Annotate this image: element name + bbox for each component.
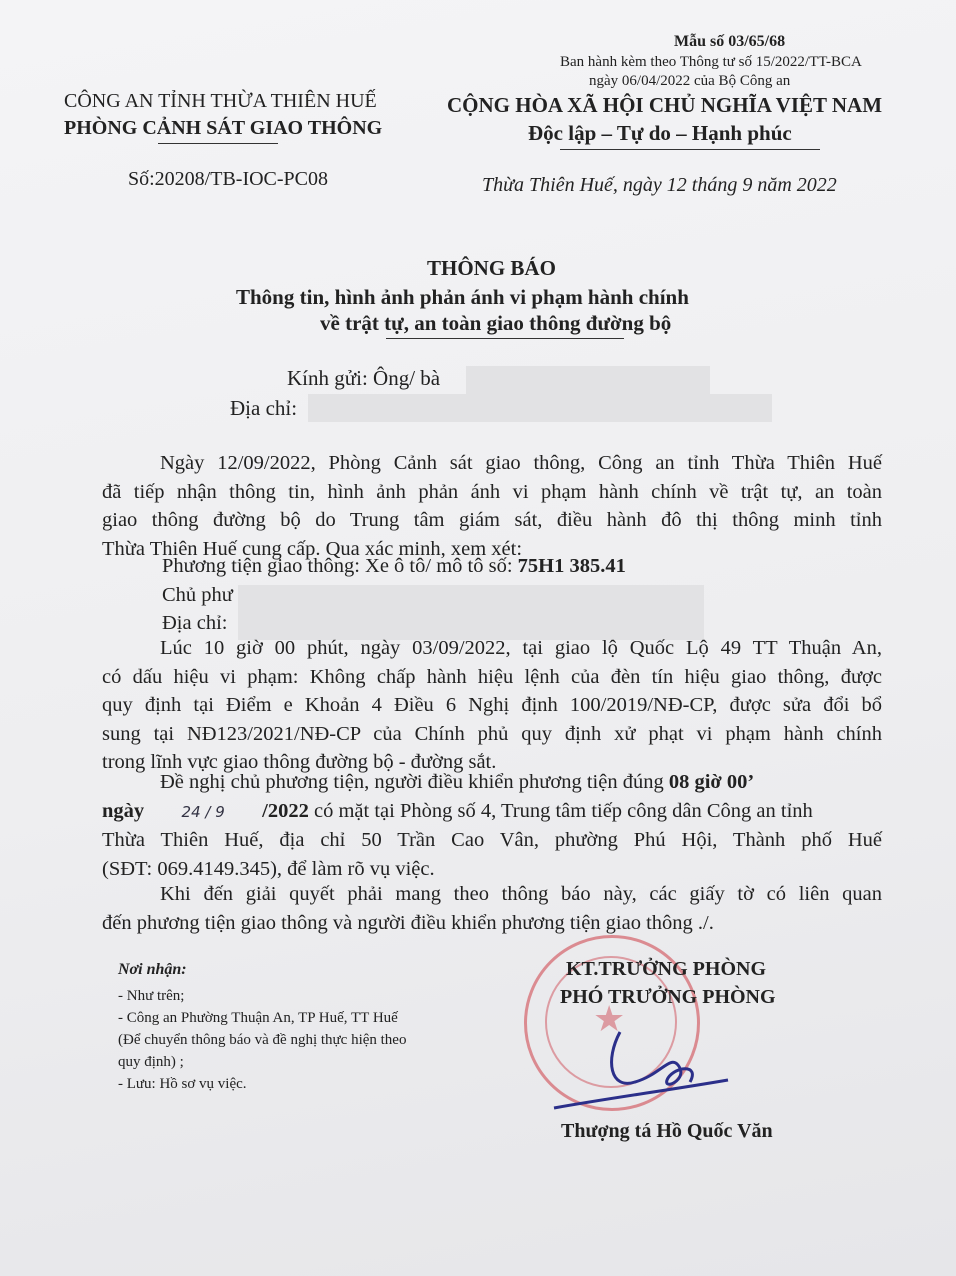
- nation-motto: Độc lập – Tự do – Hạnh phúc: [528, 121, 792, 145]
- p4-line: Khi đến giải quyết phải mang theo thông báo này, các giấy tờ có liên quan: [160, 883, 882, 905]
- p3-line-3: Thừa Thiên Huế, địa chỉ 50 Trần Cao Vân, phường Phú Hội, Thành phố Huế: [102, 829, 882, 851]
- agency-underline: [158, 143, 278, 144]
- recipient-item: quy định) ;: [118, 1054, 184, 1070]
- signer-title-1: KT.TRƯỞNG PHÒNG: [566, 958, 766, 980]
- owner-label: Chủ phư: [162, 584, 233, 606]
- signature-scribble: [550, 1020, 730, 1120]
- agency-line1: CÔNG AN TỈNH THỪA THIÊN HUẾ: [64, 90, 377, 112]
- recipient-item: (Để chuyển thông báo và đề nghị thực hiện theo: [118, 1032, 407, 1048]
- signer-title-2: PHÓ TRƯỞNG PHÒNG: [560, 986, 776, 1008]
- motto-underline: [560, 149, 820, 150]
- issued-by-line1: Ban hành kèm theo Thông tư số 15/2022/TT-BCA: [560, 54, 862, 70]
- p1-line: Ngày 12/09/2022, Phòng Cảnh sát giao thông, Công an tỉnh Thừa Thiên Huế: [160, 452, 882, 474]
- p1-line: đã tiếp nhận thông tin, hình ảnh phản ánh vi phạm hành chính về trật tự, an toàn: [102, 480, 882, 503]
- vehicle-label: Phương tiện giao thông: Xe ô tô/ mô tô số:: [162, 555, 518, 577]
- p3-line-4: (SĐT: 069.4149.345), để làm rõ vụ việc.: [102, 857, 435, 880]
- handwritten-date: 24 / 9: [181, 802, 225, 821]
- recipients-list: [118, 985, 406, 1095]
- paragraph-3: [102, 768, 882, 883]
- recipient-item: - Lưu: Hồ sơ vụ việc.: [118, 1076, 247, 1092]
- appointment-year: /2022: [262, 799, 309, 822]
- recipient-address-label: Địa chỉ:: [230, 396, 298, 420]
- redacted-owner: [238, 585, 704, 615]
- signer-name: Thượng tá Hồ Quốc Văn: [561, 1120, 773, 1142]
- paragraph-4: [102, 880, 882, 937]
- p2-line: Lúc 10 giờ 00 phút, ngày 03/09/2022, tại giao lộ Quốc Lộ 49 TT Thuận An,: [160, 637, 882, 659]
- p3-line-2: [102, 797, 882, 827]
- p1-line: Thừa Thiên Huế cung cấp. Qua xác minh, xem xét:: [102, 537, 523, 560]
- form-number: Mẫu số 03/65/68: [674, 33, 786, 50]
- p2-line: có dấu hiệu vi phạm: Không chấp hành hiệu lệnh của đèn tín hiệu giao thông, được: [102, 665, 882, 688]
- p1-line: giao thông đường bộ do Trung tâm giám sát, điều hành đô thị thông minh tỉnh: [102, 509, 882, 531]
- p2-line: quy định tại Điểm e Khoản 4 Điều 6 Nghị định 100/2019/NĐ-CP, được sửa đổi bổ: [102, 694, 882, 716]
- title-underline: [386, 338, 624, 339]
- recipient-item: - Như trên;: [118, 988, 185, 1004]
- redacted-address: [308, 394, 772, 422]
- notice-subtitle-2: về trật tự, an toàn giao thông đường bộ: [320, 311, 672, 335]
- agency-line2: PHÒNG CẢNH SÁT GIAO THÔNG: [64, 117, 383, 139]
- p3-line-1: [102, 768, 882, 797]
- appointment-time: 08 giờ 00’: [668, 771, 755, 793]
- recipient-greeting: Kính gửi: Ông/ bà: [287, 366, 441, 390]
- day-label: ngày: [102, 799, 145, 822]
- nation-title: CỘNG HÒA XÃ HỘI CHỦ NGHĨA VIỆT NAM: [447, 93, 883, 117]
- star-icon: ★: [593, 999, 626, 1039]
- vehicle-plate: 75H1 385.41: [517, 555, 626, 577]
- p3-text: Đề nghị chủ phương tiện, người điều khiển phương tiện đúng: [160, 771, 669, 793]
- owner-address-label: Địa chỉ:: [162, 612, 228, 634]
- document-number: Số:20208/TB-IOC-PC08: [128, 168, 329, 190]
- paragraph-1: [102, 449, 882, 563]
- p2-line: sung tại NĐ123/2021/NĐ-CP của Chính phủ quy định xử phạt vi phạm hành chính: [102, 722, 882, 745]
- redacted-name: [466, 366, 710, 394]
- recipient-item: - Công an Phường Thuận An, TP Huế, TT Huế: [118, 1010, 398, 1026]
- vehicle-line: [162, 555, 626, 578]
- recipients-heading: Nơi nhận:: [118, 961, 187, 978]
- p4-line: đến phương tiện giao thông và người điều khiển phương tiện giao thông ./.: [102, 911, 714, 934]
- paragraph-2: [102, 634, 882, 777]
- p2-line: trong lĩnh vực giao thông đường bộ - đường sắt.: [102, 751, 497, 773]
- date-place: Thừa Thiên Huế, ngày 12 tháng 9 năm 2022: [482, 174, 837, 196]
- issued-by-line2: ngày 06/04/2022 của Bộ Công an: [589, 73, 791, 89]
- p3-text: có mặt tại Phòng số 4, Trung tâm tiếp công dân Công an tỉnh: [308, 799, 813, 822]
- notice-title: THÔNG BÁO: [427, 256, 556, 280]
- notice-subtitle-1: Thông tin, hình ảnh phản ánh vi phạm hành chính: [236, 285, 689, 309]
